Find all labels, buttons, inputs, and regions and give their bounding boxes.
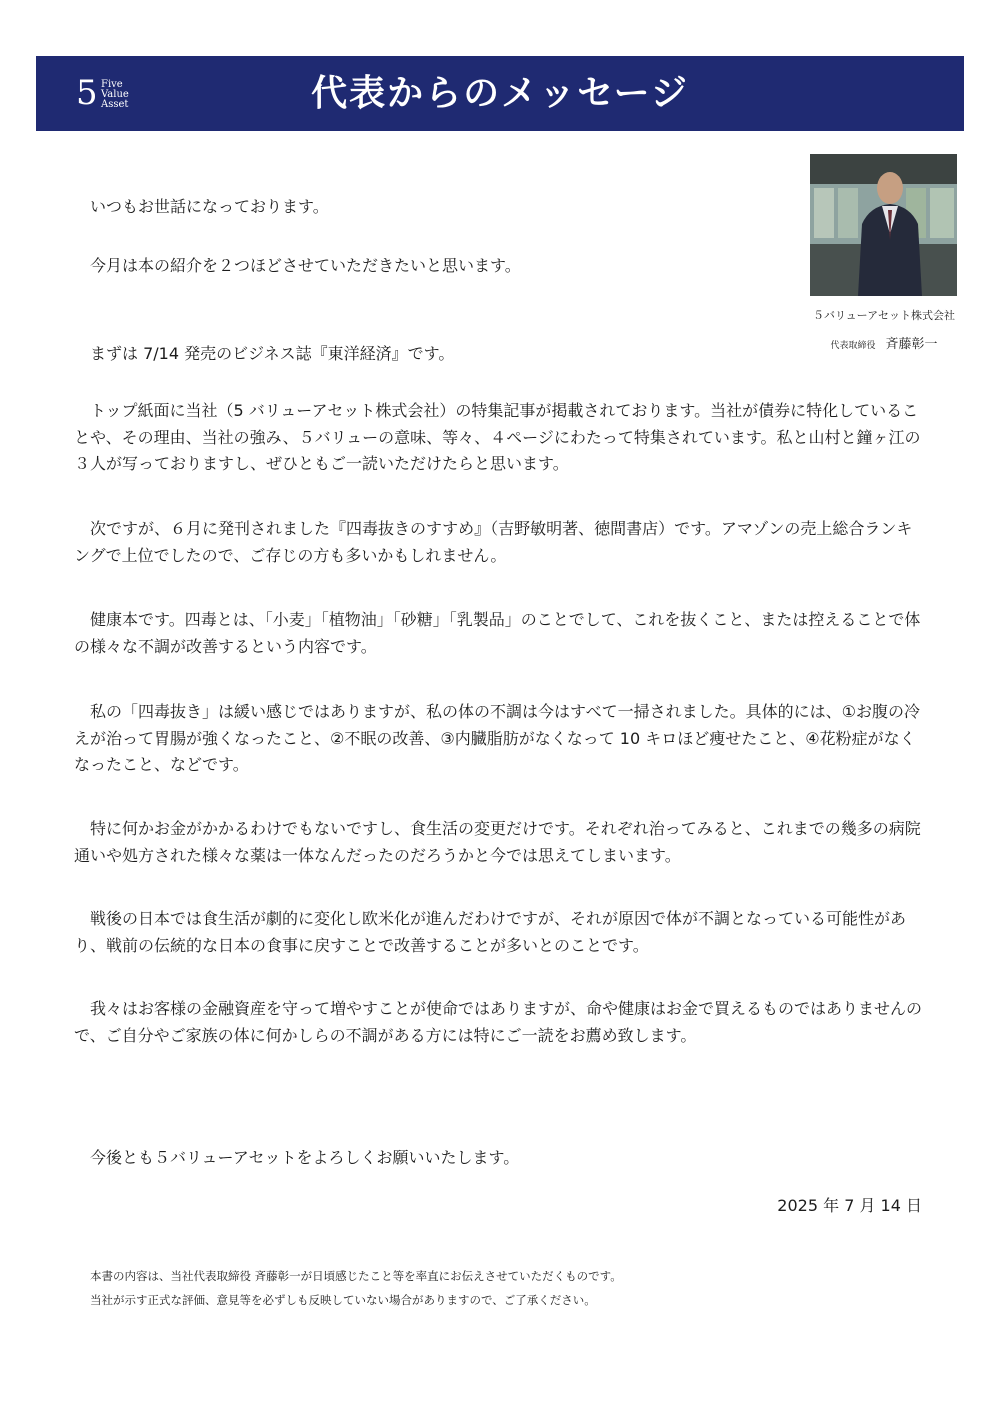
letter-paragraph: 今月は本の紹介を２つほどさせていただきたいと思います。 [90,256,521,275]
letter-paragraph: 次ですが、６月に発刊されました『四毒抜きのすすめ』（吉野敏明著、徳間書店）です。アマゾンの売上総合ランキングで上位でしたので、ご存じの方も多いかもしれません。 [74,519,913,565]
letter-date: 2025 年 7 月 14 日 [777,1196,922,1215]
disclaimer-line: 当社が示す正式な評価、意見等を必ずしも反映していない場合がありますので、ご了承ください。 [90,1293,596,1307]
letter-paragraph: 我々はお客様の金融資産を守って増やすことが使命ではありますが、命や健康はお金で買えるものではありませんので、ご自分やご家族の体に何かしらの不調がある方には特にご一読をお薦め致します。 [74,999,923,1045]
logo-word-value: Value [101,89,129,100]
logo-word-five: Five [101,79,123,90]
disclaimer-line: 本書の内容は、当社代表取締役 斉藤彰一が日頃感じたこと等を率直にお伝えさせていただくものです。 [90,1269,622,1283]
ceo-name: 斉藤彰一 [885,337,938,352]
letter-paragraph: 健康本です。四毒とは、「小麦」「植物油」「砂糖」「乳製品」のことでして、これを抜くこと、または控えることで体の様々な不調が改善するという内容です。 [74,610,921,656]
letter-closing: 今後とも５バリューアセットをよろしくお願いいたします。 [90,1148,520,1167]
letter-paragraph: 戦後の日本では食生活が劇的に変化し欧米化が進んだわけですが、それが原因で体が不調となっている可能性があり、戦前の伝統的な日本の食事に戻すことで改善することが多いとのことです。 [74,909,907,955]
letter-paragraph: 私の「四毒抜き」は緩い感じではありますが、私の体の不調は今はすべて一掃されました。具体的には、①お腹の冷えが治って胃腸が強くなったこと、②不眠の改善、③内臓脂肪がなくなって 10 キロほど痩せたこと、④花粉症がなくなったこと、などです。 [74,702,921,774]
letter-paragraph: いつもお世話になっております。 [90,197,329,216]
ceo-role: 代表取締役 [830,341,876,351]
logo-number: 5 [76,73,98,113]
company-name: ５バリューアセット株式会社 [812,309,955,322]
letter-paragraph: 特に何かお金がかかるわけでもないですし、食生活の変更だけです。それぞれ治ってみると、これまでの幾多の病院通いや処方された様々な薬は一体なんだったのだろうかと今では思えてしまいます。 [74,819,921,865]
page-title: 代表からのメッセージ [311,73,689,114]
letter-paragraph: まずは 7/14 発売のビジネス誌『東洋経済』です。 [90,344,455,363]
logo-word-asset: Asset [101,99,129,110]
letter-paragraph: トップ紙面に当社（5 バリューアセット株式会社）の特集記事が掲載されております。当社が債券に特化していることや、その理由、当社の強み、５バリューの意味、等々、４ページにわたって特集されています。私と山村と鐘ヶ江の３人が写っておりますし、ぜひともご一読いただけたらと思います。 [74,401,921,473]
header-banner [36,56,964,131]
